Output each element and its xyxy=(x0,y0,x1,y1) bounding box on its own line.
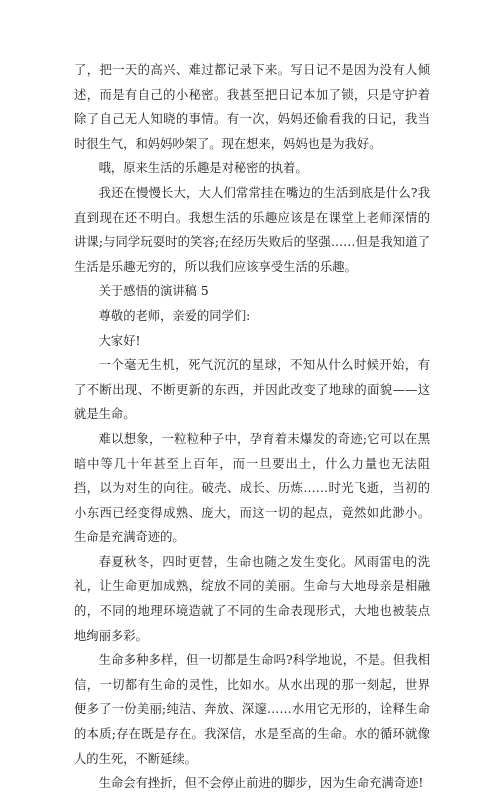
paragraph-8: 难以想象，一粒粒种子中，孕育着未爆发的奇迹;它可以在黑暗中等几十年甚至上百年，而一旦要出土，什么力量也无法阻挡，以为对生的向往。破壳、成长、历炼……时光飞逝，当初的小东西已经变得成熟、庞大，而这一切的起点，竟然如此渺小。生命是充满奇迹的。 xyxy=(74,431,430,545)
greeting: 大家好! xyxy=(98,333,141,348)
document-page xyxy=(74,58,430,796)
paragraph-11: 生命会有挫折，但不会停止前进的脚步，因为生命充满奇迹! xyxy=(98,776,424,791)
paragraph-9: 春夏秋冬，四时更替，生命也随之发生变化。风雨雷电的洗礼，让生命更加成熟，绽放不同的美丽。生命与大地母亲是相融的，不同的地理环境造就了不同的生命表现形式，大地也被装点地绚丽多彩。 xyxy=(74,554,430,643)
salutation: 尊敬的老师，亲爱的同学们: xyxy=(98,308,251,323)
paragraph-3: 我还在慢慢长大，大人们常常挂在嘴边的生活到底是什么?我直到现在还不明白。我想生活的乐趣应该是在课堂上老师深情的讲课;与同学玩耍时的笑容;在经历失败后的坚强……但是我知道了生活是乐趣无穷的，所以我们应该享受生活的乐趣。 xyxy=(74,185,430,274)
paragraph-7: 一个毫无生机，死气沉沉的星球，不知从什么时候开始，有了不断出现、不断更新的东西，并因此改变了地球的面貌——这就是生命。 xyxy=(74,358,430,422)
paragraph-10: 生命多种多样，但一切都是生命吗?科学地说，不是。但我相信，一切都有生命的灵性，比如水。从水出现的那一刻起，世界便多了一份美丽;纯洁、奔放、深邃……水用它无形的，诠释生命的本质;存在既是存在。我深信，水是至高的生命。水的循环就像人的生死，不断延续。 xyxy=(74,653,430,766)
section-title: 关于感悟的演讲稿 5 xyxy=(98,284,209,299)
paragraph-2: 哦，原来生活的乐趣是对秘密的执着。 xyxy=(98,161,308,176)
paragraph-1: 了，把一天的高兴、难过都记录下来。写日记不是因为没有人倾述，而是有自己的小秘密。我甚至把日记本加了锁，只是守护着除了自己无人知晓的事情。有一次，妈妈还偷看我的日记，我当时很生气，和妈妈吵架了。现在想来，妈妈也是为我好。 xyxy=(74,63,430,151)
